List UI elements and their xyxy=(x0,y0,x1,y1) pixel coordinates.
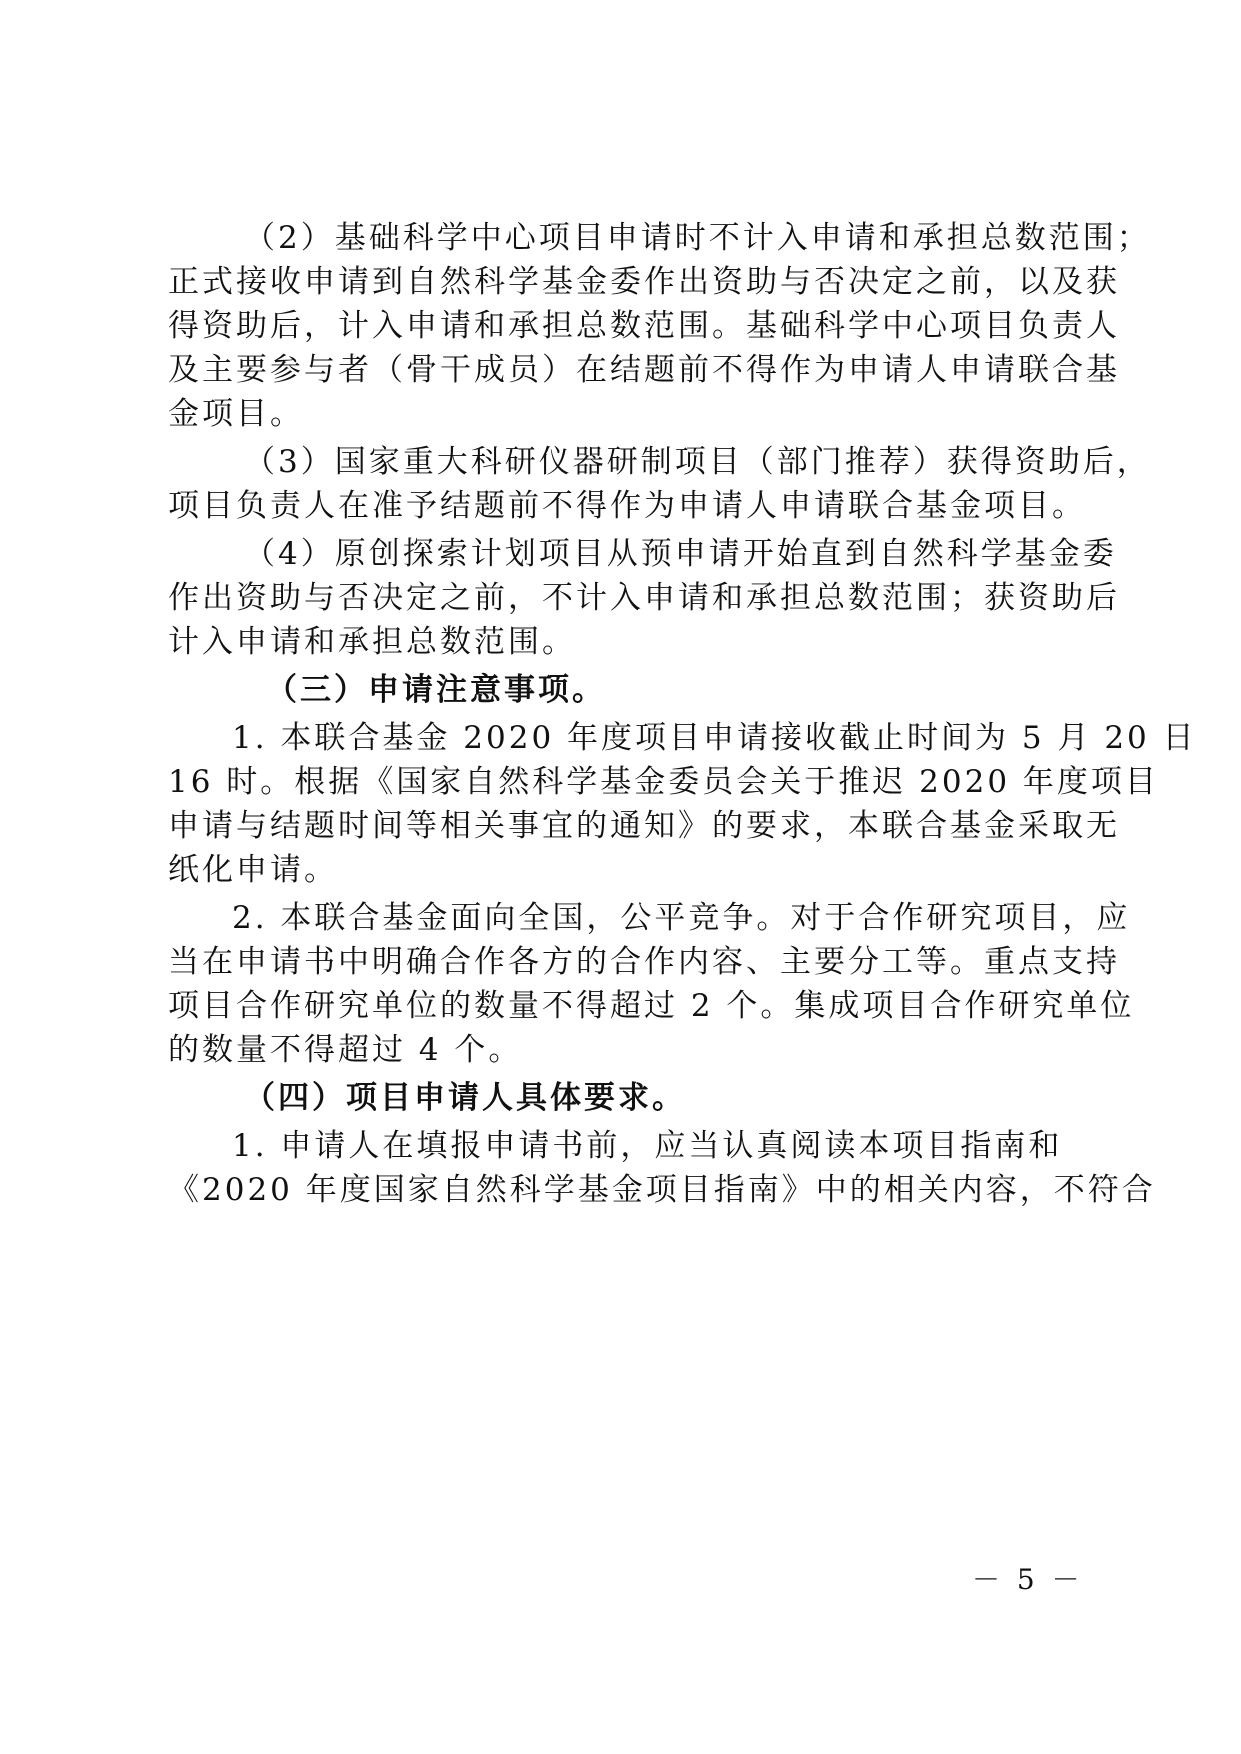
page-number: － 5 － xyxy=(972,1563,1084,1596)
paragraph-line: 16 时。根据《国家自然科学基金委员会关于推迟 2020 年度项目 xyxy=(168,764,1159,800)
paragraph-line: （4）原创探索计划项目从预申请开始直到自然科学基金委 xyxy=(244,536,1117,572)
paragraph-line: 得资助后，计入申请和承担总数范围。基础科学中心项目负责人 xyxy=(168,308,1120,344)
paragraph-line: 申请与结题时间等相关事宜的通知》的要求，本联合基金采取无 xyxy=(168,808,1120,844)
paragraph-line: 计入申请和承担总数范围。 xyxy=(168,624,576,660)
paragraph-line: 1. 本联合基金 2020 年度项目申请接收截止时间为 5 月 20 日 xyxy=(232,720,1197,756)
paragraph-line: 当在申请书中明确合作各方的合作内容、主要分工等。重点支持 xyxy=(168,944,1120,980)
section-heading: （三）申请注意事项。 xyxy=(266,672,606,708)
section-heading: （四）项目申请人具体要求。 xyxy=(244,1080,686,1116)
paragraph-line: 项目负责人在准予结题前不得作为申请人申请联合基金项目。 xyxy=(168,488,1086,524)
paragraph-line: 1. 申请人在填报申请书前，应当认真阅读本项目指南和 xyxy=(232,1128,1063,1164)
paragraph-line: 作出资助与否决定之前，不计入申请和承担总数范围；获资助后 xyxy=(168,580,1120,616)
paragraph-line: （2）基础科学中心项目申请时不计入申请和承担总数范围； xyxy=(244,220,1151,256)
paragraph-line: （3）国家重大科研仪器研制项目（部门推荐）获得资助后， xyxy=(244,444,1151,480)
paragraph-line: 2. 本联合基金面向全国，公平竞争。对于合作研究项目，应 xyxy=(232,900,1131,936)
paragraph-line: 金项目。 xyxy=(168,396,304,432)
paragraph-line: 项目合作研究单位的数量不得超过 2 个。集成项目合作研究单位 xyxy=(168,988,1135,1024)
paragraph-line: 《2020 年度国家自然科学基金项目指南》中的相关内容，不符合 xyxy=(168,1172,1156,1208)
paragraph-line: 及主要参与者（骨干成员）在结题前不得作为申请人申请联合基 xyxy=(168,352,1120,388)
paragraph-line: 纸化申请。 xyxy=(168,852,338,888)
paragraph-line: 的数量不得超过 4 个。 xyxy=(168,1032,523,1068)
paragraph-line: 正式接收申请到自然科学基金委作出资助与否决定之前，以及获 xyxy=(168,264,1120,300)
